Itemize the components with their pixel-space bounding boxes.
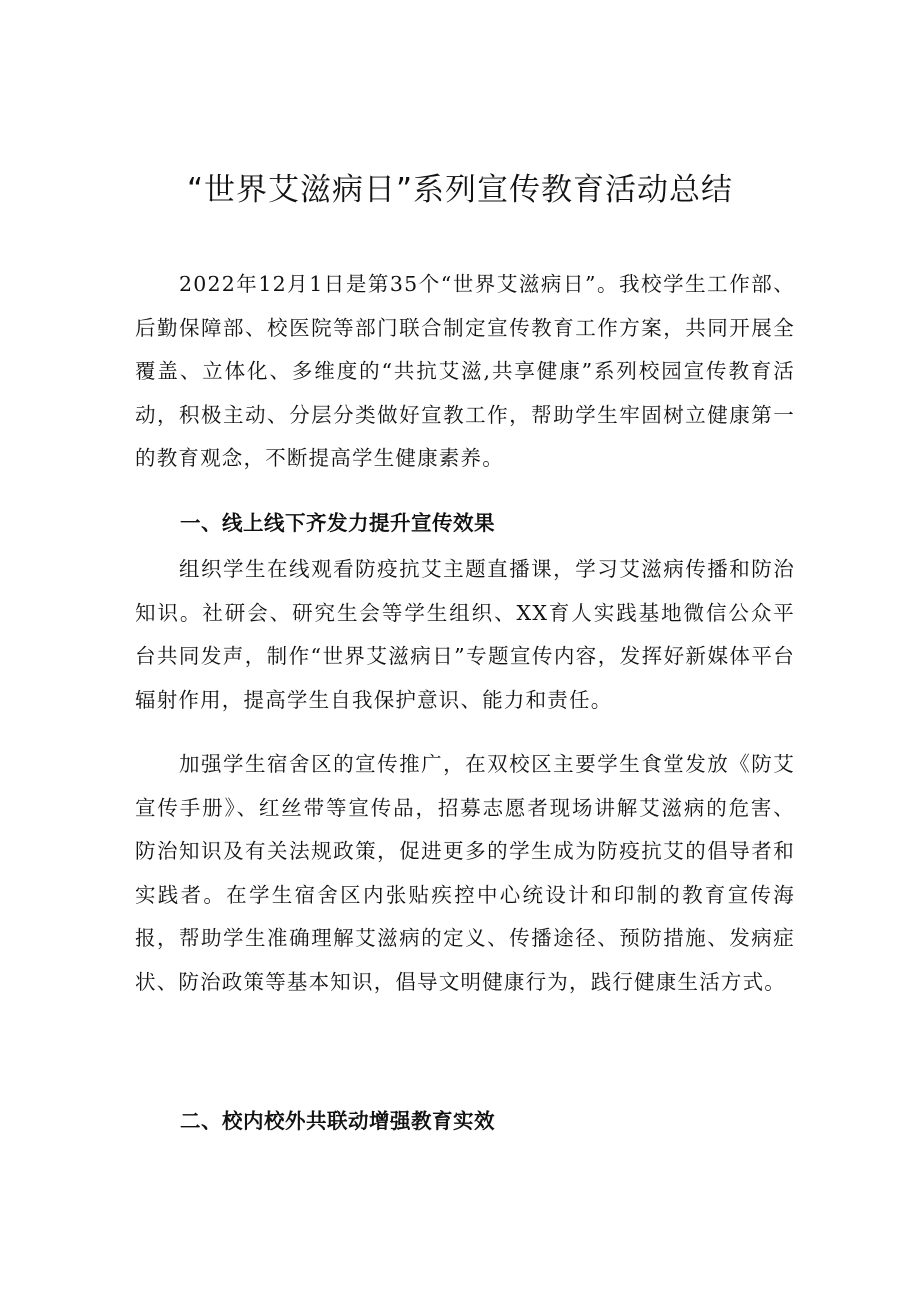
section-heading-2: 二、校内校外共联动增强教育实效 — [180, 1109, 495, 1133]
intro-paragraph: 2022年12月1日是第35个“世界艾滋病日”。我校学生工作部、后勤保障部、校医院等部门联合制定宣传教育工作方案，共同开展全覆盖、立体化、多维度的“共抗艾滋,共享健康”系列校园宣传教育活动，积极主动、分层分类做好宣教工作，帮助学生牢固树立健康第一的教育观念，不断提高学生健康素养。 — [135, 272, 795, 470]
section-heading-1: 一、线上线下齐发力提升宣传效果 — [180, 511, 495, 535]
document-title: “世界艾滋病日”系列宣传教育活动总结 — [186, 172, 734, 208]
section-1-paragraph-1: 组织学生在线观看防疫抗艾主题直播课，学习艾滋病传播和防治知识。社研会、研究生会等学生组织、XX育人实践基地微信公众平台共同发声，制作“世界艾滋病日”专题宣传内容，发挥好新媒体平台辐射作用，提高学生自我保护意识、能力和责任。 — [135, 557, 795, 712]
section-1-paragraph-2: 加强学生宿舍区的宣传推广，在双校区主要学生食堂发放《防艾宣传手册》、红丝带等宣传品，招募志愿者现场讲解艾滋病的危害、防治知识及有关法规政策，促进更多的学生成为防疫抗艾的倡导者和实践者。在学生宿舍区内张贴疾控中心统设计和印制的教育宣传海报，帮助学生准确理解艾滋病的定义、传播途径、预防措施、发病症状、防治政策等基本知识，倡导文明健康行为，践行健康生活方式。 — [135, 752, 795, 994]
